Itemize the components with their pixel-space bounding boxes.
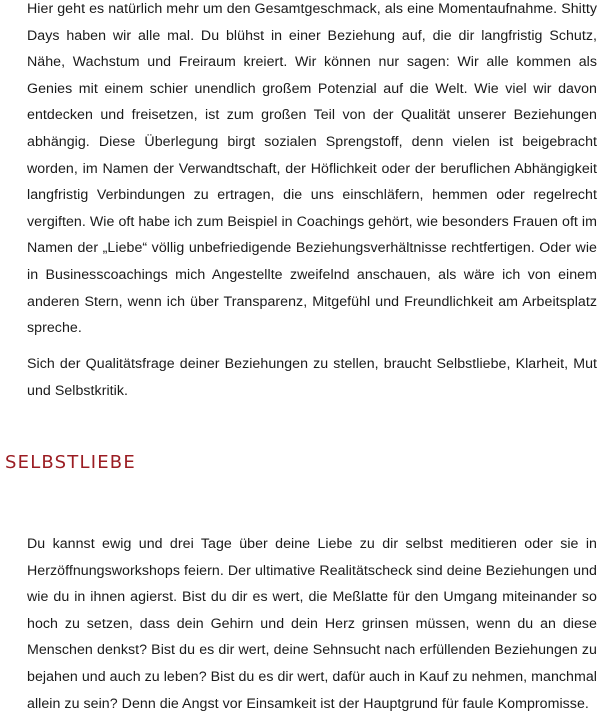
body-paragraph: Du kannst ewig und drei Tage über deine Liebe zu dir selbst meditieren oder sie in Herzöffnungsworkshops feiern. Der ultimative Realitätscheck sind deine Beziehungen und wie du in ihnen agierst. Bist du dir es wert, die Meßlatte für den Umgang miteinander so hoch zu setzen, dass dein Gehirn und dein Herz grinsen müssen, wenn du an diese Menschen denkst? Bist du es dir wert, deine Sehnsucht nach erfüllenden Beziehungen zu bejahen und auch zu leben? Bist du es dir wert, dafür auch in Kauf zu nehmen, manchmal allein zu sein? Denn die Angst vor Einsamkeit ist der Hauptgrund für faule Kompromisse. bbox=[27, 536, 597, 712]
body-paragraph: Hier geht es natürlich mehr um den Gesamtgeschmack, als eine Momentaufnahme. Shitty Days haben wir alle mal. Du blühst in einer Beziehung auf, die dir langfristig Schutz, Nähe, Wachstum und Freiraum kreiert. Wir können nur sagen: Wir alle kommen als Genies mit einem schier unendlich großem Potenzial auf die Welt. Wie viel wir davon entdecken und freisetzen, ist zum großen Teil von der Qualität unserer Beziehungen abhängig. Diese Überlegung birgt sozialen Sprengstoff, denn vielen ist beigebracht worden, im Namen der Verwandtschaft, der Höflichkeit oder der beruflichen Abhängigkeit langfristig Verbindungen zu ertragen, die uns einschläfern, hemmen oder regelrecht vergiften. Wie oft habe ich zum Beispiel in Coachings gehört, wie besonders Frauen oft im Namen der „Liebe“ völlig unbefriedigende Beziehungsverhältnisse rechtfertigen. Oder wie in Businesscoachings mich Angestellte zweifelnd anschauen, als wäre ich von einem anderen Stern, wenn ich über Transparenz, Mitgefühl und Freundlichkeit am Arbeitsplatz spreche. bbox=[27, 1, 597, 337]
body-paragraph: Sich der Qualitätsfrage deiner Beziehungen zu stellen, braucht Selbstliebe, Klarheit, Mut und Selbstkritik. bbox=[27, 356, 597, 399]
section-heading: SELBSTLIEBE bbox=[5, 452, 136, 473]
